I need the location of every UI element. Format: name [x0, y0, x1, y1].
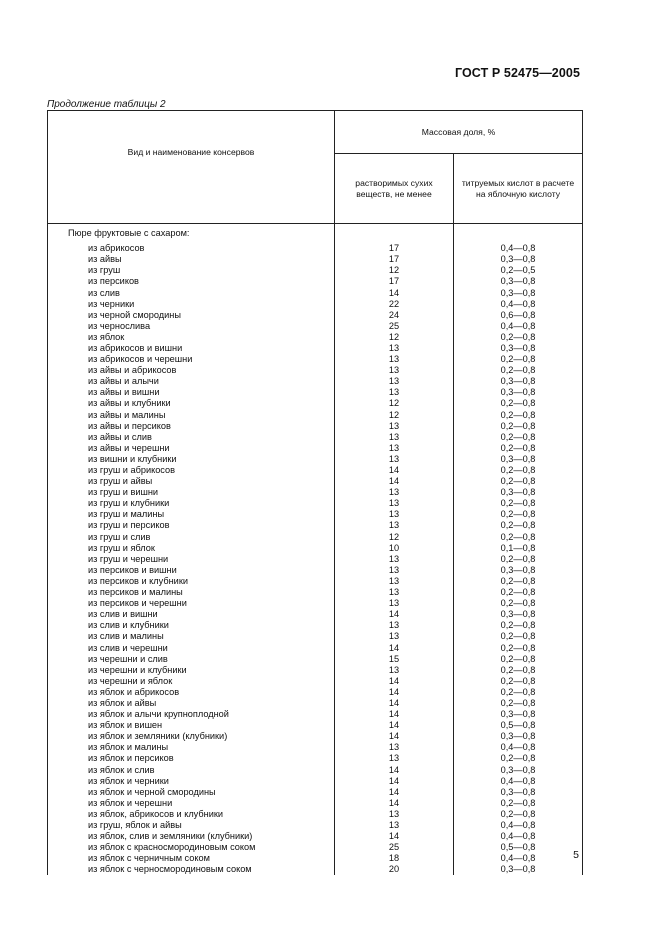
acid-cell: 0,1—0,8 [454, 543, 583, 554]
product-name-cell: из черешни и слив [48, 654, 335, 665]
acid-cell: 0,2—0,8 [454, 631, 583, 642]
solids-cell: 14 [335, 698, 454, 709]
solids-cell: 13 [335, 554, 454, 565]
solids-cell: 13 [335, 509, 454, 520]
table-row [48, 709, 583, 720]
product-name-cell: из яблок и алычи крупноплодной [48, 709, 335, 720]
acid-cell: 0,4—0,8 [454, 321, 583, 332]
acid-cell: 0,6—0,8 [454, 310, 583, 321]
product-name-cell: из айвы и абрикосов [48, 365, 335, 376]
product-name-cell: из персиков и вишни [48, 565, 335, 576]
solids-cell: 13 [335, 432, 454, 443]
acid-cell: 0,2—0,8 [454, 532, 583, 543]
product-name-cell: из груш и клубники [48, 498, 335, 509]
solids-cell: 12 [335, 265, 454, 276]
product-name-cell: из груш и черешни [48, 554, 335, 565]
product-name-cell: из вишни и клубники [48, 454, 335, 465]
solids-cell: 14 [335, 642, 454, 653]
product-name-cell: из слив и малины [48, 631, 335, 642]
table-row [48, 720, 583, 731]
product-name-cell: из абрикосов и вишни [48, 343, 335, 354]
acid-cell: 0,2—0,8 [454, 642, 583, 653]
table-row [48, 587, 583, 598]
solids-cell: 14 [335, 731, 454, 742]
solids-cell: 17 [335, 276, 454, 287]
product-name-cell: из яблок и айвы [48, 698, 335, 709]
acid-cell: 0,2—0,8 [454, 443, 583, 454]
solids-cell: 13 [335, 343, 454, 354]
acid-cell: 0,3—0,8 [454, 287, 583, 298]
table-row [48, 376, 583, 387]
product-name-cell: из яблок и абрикосов [48, 687, 335, 698]
solids-cell: 13 [335, 809, 454, 820]
table-row [48, 421, 583, 432]
composition-table [47, 110, 583, 875]
document-code: ГОСТ Р 52475—2005 [454, 66, 580, 80]
table-row [48, 820, 583, 831]
table-row [48, 554, 583, 565]
product-name-cell: из айвы и вишни [48, 387, 335, 398]
product-name-cell: из персиков и малины [48, 587, 335, 598]
solids-cell: 13 [335, 487, 454, 498]
product-name-cell: из груш и малины [48, 509, 335, 520]
product-name-cell: из яблок, слив и земляники (клубники) [48, 831, 335, 842]
solids-cell: 14 [335, 798, 454, 809]
acid-cell: 0,3—0,8 [454, 709, 583, 720]
solids-cell: 12 [335, 398, 454, 409]
acid-cell: 0,3—0,8 [454, 487, 583, 498]
product-name-cell: из слив и вишни [48, 609, 335, 620]
acid-cell: 0,4—0,8 [454, 239, 583, 254]
acid-cell: 0,3—0,8 [454, 864, 583, 875]
product-name-cell: из груш и айвы [48, 476, 335, 487]
table-row [48, 321, 583, 332]
solids-cell: 22 [335, 299, 454, 310]
solids-cell: 14 [335, 687, 454, 698]
product-name-cell: из яблок [48, 332, 335, 343]
acid-cell: 0,3—0,8 [454, 765, 583, 776]
product-name-cell: из яблок и малины [48, 742, 335, 753]
product-name-cell: из груш и яблок [48, 543, 335, 554]
table-row [48, 620, 583, 631]
solids-cell: 14 [335, 776, 454, 787]
solids-cell: 13 [335, 376, 454, 387]
product-name-cell: из слив и черешни [48, 642, 335, 653]
solids-cell: 12 [335, 410, 454, 421]
solids-cell: 15 [335, 654, 454, 665]
table-row [48, 398, 583, 409]
solids-cell: 13 [335, 365, 454, 376]
table-row [48, 365, 583, 376]
acid-cell: 0,2—0,8 [454, 354, 583, 365]
table-row [48, 465, 583, 476]
acid-cell: 0,4—0,8 [454, 831, 583, 842]
solids-cell: 14 [335, 765, 454, 776]
acid-cell: 0,2—0,8 [454, 520, 583, 531]
acid-cell: 0,2—0,5 [454, 265, 583, 276]
acid-cell: 0,4—0,8 [454, 742, 583, 753]
solids-cell: 13 [335, 620, 454, 631]
table-row [48, 487, 583, 498]
table-row [48, 254, 583, 265]
acid-cell: 0,2—0,8 [454, 421, 583, 432]
col-header-name: Вид и наименование консервов [48, 111, 335, 224]
product-name-cell: из абрикосов [48, 239, 335, 254]
table-row [48, 443, 583, 454]
acid-cell: 0,3—0,8 [454, 454, 583, 465]
product-name-cell: из груш и слив [48, 532, 335, 543]
product-name-cell: из яблок и вишен [48, 720, 335, 731]
acid-cell: 0,2—0,8 [454, 398, 583, 409]
table-row [48, 520, 583, 531]
product-name-cell: из чернослива [48, 321, 335, 332]
col-header-mass-fraction: Массовая доля, % [335, 111, 583, 154]
table-row [48, 864, 583, 875]
solids-cell: 24 [335, 310, 454, 321]
table-row [48, 731, 583, 742]
product-name-cell: из яблок и черники [48, 776, 335, 787]
table-row [48, 565, 583, 576]
acid-cell: 0,3—0,8 [454, 343, 583, 354]
product-name-cell: из груш [48, 265, 335, 276]
page-number: 5 [573, 849, 579, 861]
table-row [48, 332, 583, 343]
acid-cell: 0,2—0,8 [454, 509, 583, 520]
solids-cell: 14 [335, 287, 454, 298]
product-name-cell: из яблок и черешни [48, 798, 335, 809]
acid-cell: 0,2—0,8 [454, 753, 583, 764]
solids-cell: 13 [335, 598, 454, 609]
product-name-cell: из айвы и черешни [48, 443, 335, 454]
acid-cell: 0,3—0,8 [454, 609, 583, 620]
acid-cell: 0,2—0,8 [454, 587, 583, 598]
table-row [48, 654, 583, 665]
table-row [48, 609, 583, 620]
product-name-cell: из персиков [48, 276, 335, 287]
acid-cell: 0,2—0,8 [454, 432, 583, 443]
table-row [48, 276, 583, 287]
acid-cell: 0,4—0,8 [454, 299, 583, 310]
acid-cell: 0,3—0,8 [454, 387, 583, 398]
product-name-cell: из яблок с черничным соком [48, 853, 335, 864]
acid-cell: 0,2—0,8 [454, 665, 583, 676]
acid-cell: 0,2—0,8 [454, 332, 583, 343]
table-row [48, 498, 583, 509]
product-name-cell: из черники [48, 299, 335, 310]
solids-cell: 25 [335, 321, 454, 332]
solids-cell: 14 [335, 465, 454, 476]
product-name-cell: из груш и персиков [48, 520, 335, 531]
acid-cell: 0,5—0,8 [454, 842, 583, 853]
product-name-cell: из черной смородины [48, 310, 335, 321]
product-name-cell: из груш, яблок и айвы [48, 820, 335, 831]
acid-cell: 0,4—0,8 [454, 853, 583, 864]
solids-cell: 13 [335, 454, 454, 465]
acid-cell: 0,3—0,8 [454, 276, 583, 287]
table-row [48, 665, 583, 676]
col-header-soluble-solids: растворимых сухих веществ, не менее [335, 154, 454, 224]
product-name-cell: из персиков и черешни [48, 598, 335, 609]
product-name-cell: из айвы и слив [48, 432, 335, 443]
solids-cell: 17 [335, 254, 454, 265]
table-row [48, 853, 583, 864]
product-name-cell: из яблок и персиков [48, 753, 335, 764]
table-row [48, 310, 583, 321]
product-name-cell: из черешни и яблок [48, 676, 335, 687]
product-name-cell: из абрикосов и черешни [48, 354, 335, 365]
table-row [48, 476, 583, 487]
table-row [48, 454, 583, 465]
product-name-cell: из черешни и клубники [48, 665, 335, 676]
acid-cell: 0,2—0,8 [454, 576, 583, 587]
solids-cell: 13 [335, 520, 454, 531]
table-row [48, 753, 583, 764]
acid-cell: 0,5—0,8 [454, 720, 583, 731]
product-name-cell: из груш и абрикосов [48, 465, 335, 476]
product-name-cell: из айвы и малины [48, 410, 335, 421]
table-row [48, 576, 583, 587]
product-name-cell: из груш и вишни [48, 487, 335, 498]
acid-cell: 0,2—0,8 [454, 476, 583, 487]
acid-cell: 0,2—0,8 [454, 598, 583, 609]
product-name-cell: из айвы [48, 254, 335, 265]
table-row [48, 287, 583, 298]
solids-cell: 13 [335, 587, 454, 598]
product-name-cell: из яблок и земляники (клубники) [48, 731, 335, 742]
solids-cell: 18 [335, 853, 454, 864]
acid-cell: 0,3—0,8 [454, 565, 583, 576]
table-row [48, 543, 583, 554]
table-row [48, 410, 583, 421]
solids-cell: 20 [335, 864, 454, 875]
solids-cell: 12 [335, 332, 454, 343]
acid-cell: 0,2—0,8 [454, 676, 583, 687]
table-row [48, 809, 583, 820]
product-name-cell: из слив [48, 287, 335, 298]
table-row [48, 742, 583, 753]
product-name-cell: из айвы и алычи [48, 376, 335, 387]
solids-cell: 10 [335, 543, 454, 554]
acid-cell: 0,2—0,8 [454, 798, 583, 809]
group-row [48, 224, 583, 240]
table-row [48, 509, 583, 520]
table-row [48, 265, 583, 276]
solids-cell: 14 [335, 787, 454, 798]
solids-cell: 13 [335, 820, 454, 831]
product-name-cell: из айвы и персиков [48, 421, 335, 432]
table-row [48, 765, 583, 776]
solids-cell: 13 [335, 498, 454, 509]
table-row [48, 299, 583, 310]
acid-cell: 0,3—0,8 [454, 254, 583, 265]
acid-cell: 0,2—0,8 [454, 365, 583, 376]
acid-cell: 0,2—0,8 [454, 498, 583, 509]
table-row [48, 676, 583, 687]
solids-cell: 13 [335, 576, 454, 587]
product-name-cell: из айвы и клубники [48, 398, 335, 409]
table-row [48, 798, 583, 809]
table-row [48, 642, 583, 653]
table-row [48, 354, 583, 365]
table-row [48, 387, 583, 398]
acid-cell: 0,2—0,8 [454, 809, 583, 820]
solids-cell: 14 [335, 609, 454, 620]
table-body [48, 224, 583, 876]
table-row [48, 631, 583, 642]
acid-cell: 0,2—0,8 [454, 687, 583, 698]
table-row [48, 598, 583, 609]
acid-cell: 0,2—0,8 [454, 465, 583, 476]
solids-cell: 13 [335, 753, 454, 764]
table-row [48, 698, 583, 709]
solids-cell: 13 [335, 742, 454, 753]
product-name-cell: из слив и клубники [48, 620, 335, 631]
solids-cell: 13 [335, 421, 454, 432]
acid-cell: 0,2—0,8 [454, 698, 583, 709]
solids-cell: 13 [335, 565, 454, 576]
acid-cell: 0,2—0,8 [454, 620, 583, 631]
table-row [48, 776, 583, 787]
solids-cell: 13 [335, 631, 454, 642]
table-caption: Продолжение таблицы 2 [47, 99, 166, 110]
solids-cell: 25 [335, 842, 454, 853]
table-row [48, 532, 583, 543]
acid-cell: 0,2—0,8 [454, 654, 583, 665]
product-name-cell: из яблок и слив [48, 765, 335, 776]
solids-cell: 13 [335, 354, 454, 365]
solids-cell: 14 [335, 831, 454, 842]
product-name-cell: из яблок и черной смородины [48, 787, 335, 798]
acid-cell: 0,3—0,8 [454, 787, 583, 798]
table-row [48, 432, 583, 443]
acid-cell: 0,3—0,8 [454, 731, 583, 742]
product-name-cell: из яблок, абрикосов и клубники [48, 809, 335, 820]
acid-cell: 0,2—0,8 [454, 554, 583, 565]
table-row [48, 343, 583, 354]
group-label: Пюре фруктовые с сахаром: [48, 224, 335, 240]
table-row [48, 831, 583, 842]
table-row [48, 239, 583, 254]
table-row [48, 687, 583, 698]
solids-cell: 13 [335, 443, 454, 454]
solids-cell: 13 [335, 387, 454, 398]
col-header-titratable-acids: титруемых кислот в расчете на яблочную кислоту [454, 154, 583, 224]
product-name-cell: из персиков и клубники [48, 576, 335, 587]
solids-cell: 14 [335, 709, 454, 720]
acid-cell: 0,2—0,8 [454, 410, 583, 421]
product-name-cell: из яблок с черносмородиновым соком [48, 864, 335, 875]
product-name-cell: из яблок с красносмородиновым соком [48, 842, 335, 853]
solids-cell: 12 [335, 532, 454, 543]
acid-cell: 0,3—0,8 [454, 376, 583, 387]
solids-cell: 17 [335, 239, 454, 254]
solids-cell: 14 [335, 676, 454, 687]
solids-cell: 13 [335, 665, 454, 676]
table-row [48, 842, 583, 853]
acid-cell: 0,4—0,8 [454, 820, 583, 831]
table-row [48, 787, 583, 798]
solids-cell: 14 [335, 720, 454, 731]
solids-cell: 14 [335, 476, 454, 487]
acid-cell: 0,4—0,8 [454, 776, 583, 787]
